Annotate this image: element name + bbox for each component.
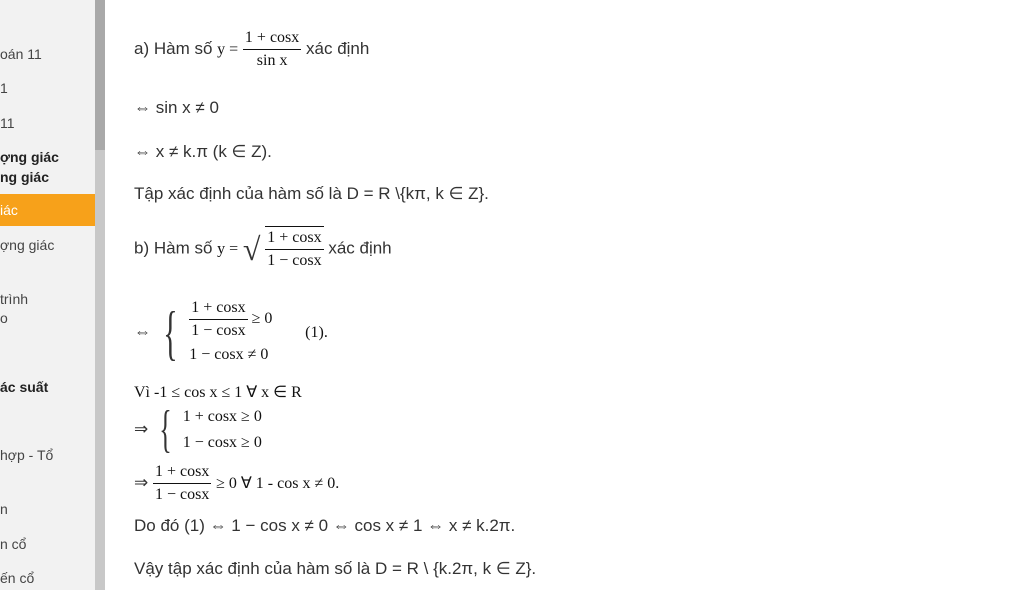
fraction-numerator: 1 + cosx [265, 227, 323, 250]
sidebar-item[interactable]: oán 11 [0, 46, 42, 62]
conclusion-line: Vậy tập xác định của hàm số là D = R \ {k.2π, k ∈ Z}. [134, 559, 537, 578]
sidebar-item[interactable]: o [0, 310, 8, 326]
sidebar-item[interactable]: ợng giác [0, 237, 55, 253]
radical-sign: √ [242, 231, 261, 267]
fraction-a [243, 27, 301, 72]
fraction-numerator: 1 + cosx [153, 461, 211, 484]
implication-line [134, 461, 339, 506]
part-b-statement [134, 226, 392, 272]
sidebar-item-active[interactable]: iác [0, 194, 95, 226]
implication-arrow: ⇒ [134, 472, 149, 492]
sidebar-section-heading[interactable]: ợng giác [0, 149, 59, 165]
implication-arrow: ⇒ [134, 419, 149, 439]
function-y: y = [217, 40, 239, 58]
system-line-1: 1 + cosx ≥ 0 [182, 408, 262, 425]
step-sin-nonzero: ⇔ sin x ≠ 0 [134, 98, 219, 117]
part-b-suffix: xác định [328, 238, 392, 258]
scrollbar-thumb[interactable] [95, 0, 105, 150]
step-x-ne-kpi: ⇔ x ≠ k.π (k ∈ Z). [134, 142, 272, 161]
system-lines [189, 297, 272, 368]
system-2 [134, 401, 262, 458]
function-y: y = [217, 240, 239, 258]
system-line-2: 1 − cosx ≥ 0 [182, 434, 262, 451]
sidebar-item[interactable]: 1 [0, 80, 8, 96]
square-root [243, 226, 324, 272]
sidebar-section-heading[interactable]: ác suất [0, 379, 49, 395]
system-lines [183, 404, 262, 456]
sidebar-item[interactable]: n cổ [0, 536, 27, 552]
sidebar-item[interactable]: 11 [0, 115, 15, 131]
fraction-implication [153, 461, 211, 506]
sidebar-item[interactable]: ến cổ [0, 570, 35, 586]
fraction-numerator: 1 + cosx [243, 27, 301, 50]
sidebar-nav [0, 0, 95, 590]
fraction-denominator: 1 − cosx [267, 252, 322, 269]
equation-tag: (1). [305, 323, 328, 341]
fraction-numerator: 1 + cosx [189, 297, 247, 320]
fraction-denominator: sin x [256, 52, 288, 69]
system-line-2: 1 − cosx ≠ 0 [189, 346, 269, 363]
therefore-line: Do đó (1) ⇔ 1 − cos x ≠ 0 ⇔ cos x ≠ 1 ⇔ x ≠ k.2π. [134, 516, 516, 535]
solution-content [134, 0, 994, 590]
sidebar-item[interactable]: trình [0, 291, 29, 307]
sidebar-section-heading[interactable]: ng giác [0, 169, 50, 185]
implication-suffix: ≥ 0 ∀ 1 - cos x ≠ 0. [216, 474, 340, 492]
sidebar-scrollbar[interactable] [95, 0, 105, 590]
fraction-sys1 [189, 297, 247, 342]
part-a-suffix: xác định [306, 38, 370, 58]
range-statement: Vì -1 ≤ cos x ≤ 1 ∀ x ∈ R [134, 384, 302, 401]
system-1 [134, 297, 328, 368]
fraction-denominator: 1 − cosx [154, 486, 210, 503]
fraction-b [265, 227, 323, 272]
brace: { [159, 401, 172, 458]
domain-a-result: Tập xác định của hàm số là D = R \{kπ, k ∈ Z}. [134, 184, 489, 203]
sidebar-item[interactable]: n [0, 501, 8, 517]
fraction-denominator: 1 − cosx [191, 322, 246, 339]
sidebar-item[interactable]: hợp - Tổ [0, 447, 54, 463]
part-a-statement [134, 27, 369, 72]
part-a-label: a) Hàm số [134, 38, 213, 58]
equivalence-arrow: ⇔ [134, 321, 151, 341]
brace: { [162, 299, 178, 366]
inequality: ≥ 0 [251, 310, 273, 328]
part-b-label: b) Hàm số [134, 238, 213, 258]
